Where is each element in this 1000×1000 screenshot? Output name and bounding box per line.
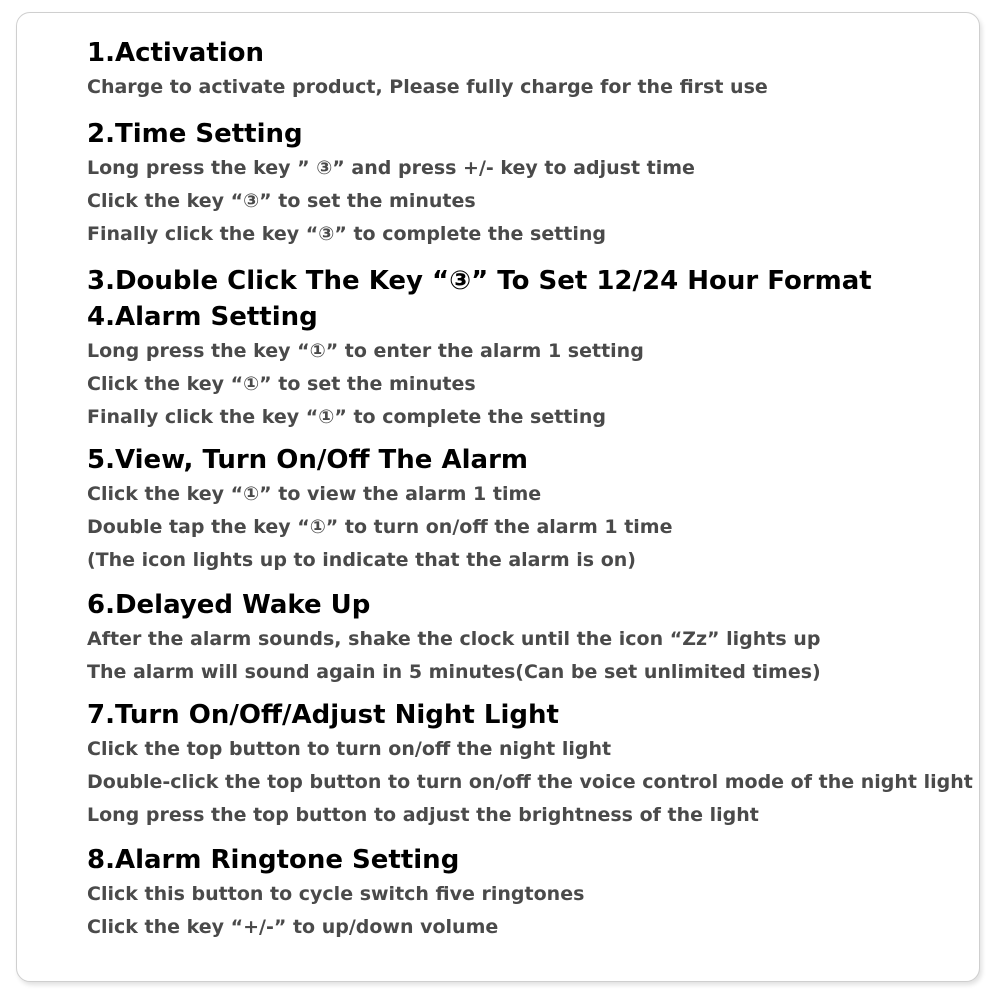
section-line: The alarm will sound again in 5 minutes(Can be set unlimited times) <box>87 661 821 683</box>
section-line: Click the key “①” to view the alarm 1 time <box>87 483 542 505</box>
section-title: 5.View, Turn On/Off The Alarm <box>87 445 528 475</box>
section-night-light <box>87 697 987 832</box>
section-line: Long press the top button to adjust the brightness of the light <box>87 804 759 826</box>
section-line: After the alarm sounds, shake the clock until the icon “Zz” lights up <box>87 628 821 650</box>
section-line: Click the top button to turn on/off the night light <box>87 738 612 760</box>
section-title: 1.Activation <box>87 38 265 68</box>
section-title: 8.Alarm Ringtone Setting <box>87 845 460 875</box>
section-alarm-setting <box>87 299 987 434</box>
section-line: Click this button to cycle switch five ringtones <box>87 883 585 905</box>
section-time-setting <box>87 116 987 251</box>
section-line: Charge to activate product, Please fully charge for the first use <box>87 76 768 98</box>
section-ringtone-setting <box>87 842 987 944</box>
section-line: Double-click the top button to turn on/off the voice control mode of the night light <box>87 771 973 793</box>
section-line: Click the key “①” to set the minutes <box>87 373 476 395</box>
instruction-content <box>87 35 987 944</box>
section-activation <box>87 35 987 104</box>
section-title: 3.Double Click The Key “③” To Set 12/24 Hour Format <box>87 266 872 296</box>
section-line: (The icon lights up to indicate that the alarm is on) <box>87 549 636 571</box>
section-line: Double tap the key “①” to turn on/off the alarm 1 time <box>87 516 673 538</box>
section-line: Finally click the key “③” to complete the setting <box>87 223 607 245</box>
section-view-alarm <box>87 442 987 577</box>
section-line: Click the key “+/-” to up/down volume <box>87 916 499 938</box>
section-title: 4.Alarm Setting <box>87 302 318 332</box>
section-line: Long press the key ” ③” and press +/- key to adjust time <box>87 157 695 179</box>
section-delayed-wake-up <box>87 587 987 689</box>
section-hour-format <box>87 263 987 299</box>
section-title: 2.Time Setting <box>87 119 303 149</box>
section-line: Click the key “③” to set the minutes <box>87 190 476 212</box>
section-line: Long press the key “①” to enter the alarm 1 setting <box>87 340 644 362</box>
section-line: Finally click the key “①” to complete the setting <box>87 406 607 428</box>
instruction-card <box>16 12 980 982</box>
section-title: 7.Turn On/Off/Adjust Night Light <box>87 700 559 730</box>
section-title: 6.Delayed Wake Up <box>87 590 371 620</box>
